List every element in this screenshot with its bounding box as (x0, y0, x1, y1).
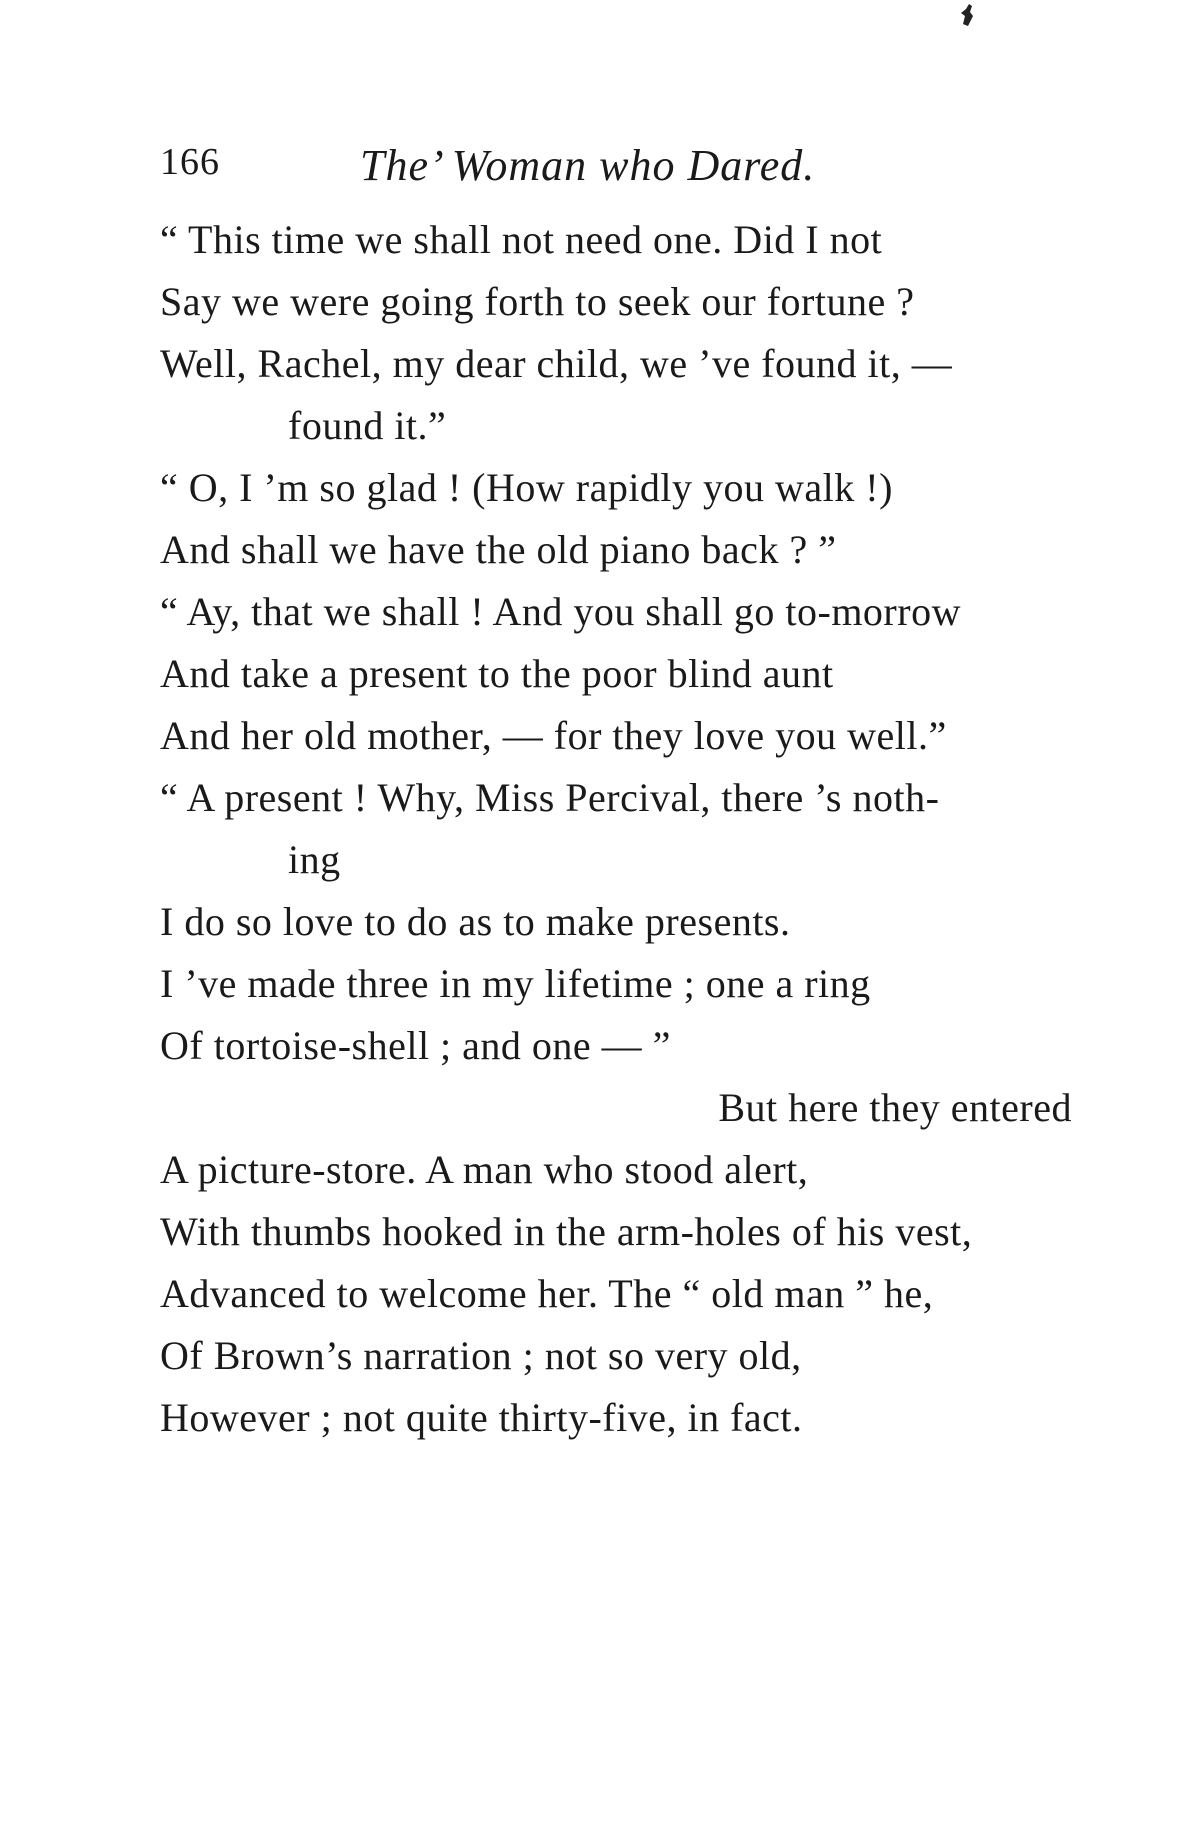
verse-line: “ A present ! Why, Miss Percival, there ’s noth- (160, 775, 940, 820)
verse-line: Of Brown’s narration ; not so very old, (160, 1333, 802, 1378)
verse-line: And shall we have the old piano back ? ” (160, 527, 837, 572)
verse-line: And her old mother, — for they love you well.” (160, 713, 947, 758)
verse-line: “ Ay, that we shall ! And you shall go to-morrow (160, 589, 961, 634)
verse-line: Say we were going forth to seek our fortune ? (160, 279, 915, 324)
verse-line: A picture-store. A man who stood alert, (160, 1147, 809, 1192)
page-number: 166 (160, 141, 220, 183)
verse-line: Well, Rachel, my dear child, we ’ve found it, — (160, 341, 953, 386)
verse-line: I do so love to do as to make presents. (160, 899, 791, 944)
verse-line-continuation: ing (288, 837, 341, 882)
running-title: The’ Woman who Dared. (360, 141, 816, 190)
verse-line: Of tortoise-shell ; and one — ” (160, 1023, 671, 1068)
verse-line: With thumbs hooked in the arm-holes of his vest, (160, 1209, 973, 1254)
verse-line: “ This time we shall not need one. Did I not (160, 217, 883, 262)
verse-line-indented: But here they entered (718, 1085, 1072, 1130)
verse-line-continuation: found it.” (288, 403, 447, 448)
ink-mark (960, 4, 974, 26)
verse-line: I ’ve made three in my lifetime ; one a ring (160, 961, 871, 1006)
verse-line: However ; not quite thirty-five, in fact. (160, 1395, 803, 1440)
verse-line: “ O, I ’m so glad ! (How rapidly you walk !) (160, 465, 893, 510)
verse-line: Advanced to welcome her. The “ old man ” he, (160, 1271, 934, 1316)
verse-line: And take a present to the poor blind aunt (160, 651, 834, 696)
page-header (160, 140, 960, 200)
